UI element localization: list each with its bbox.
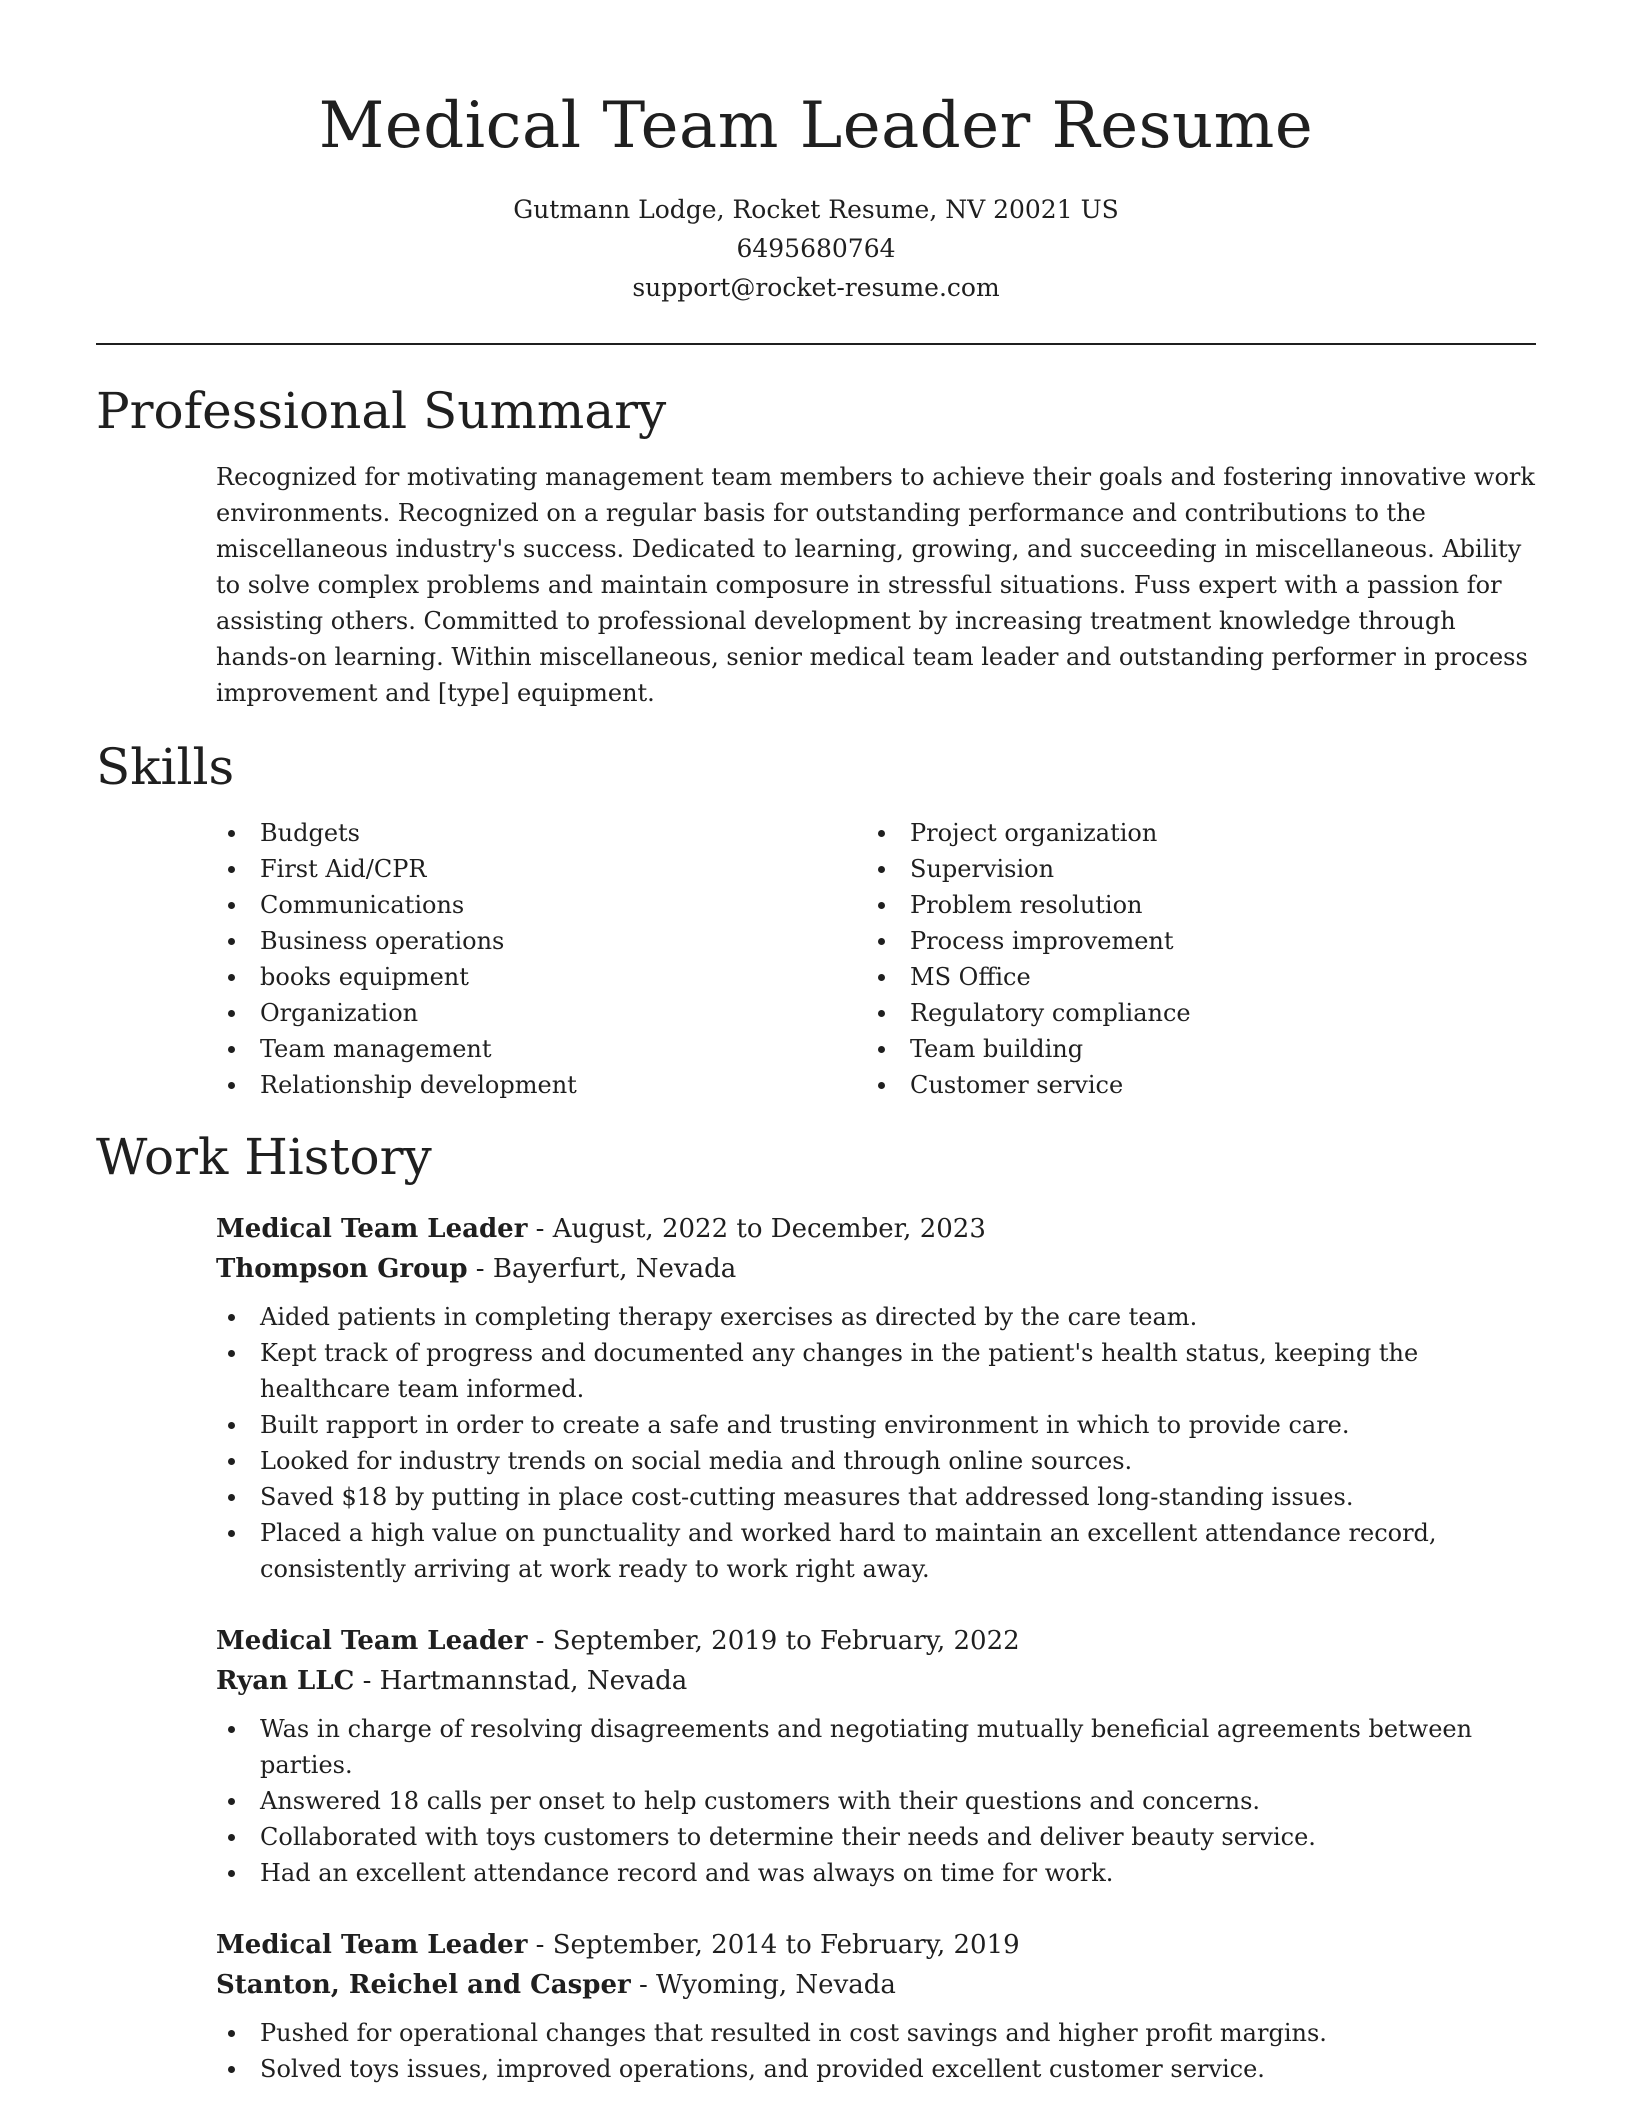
skill-item: Team management bbox=[216, 1031, 866, 1067]
skill-item: Business operations bbox=[216, 923, 866, 959]
job-bullets bbox=[216, 1299, 1536, 1587]
job-location: Hartmannstad, Nevada bbox=[379, 1666, 688, 1696]
job-bullet: Aided patients in completing therapy exercises as directed by the care team. bbox=[216, 1299, 1536, 1335]
skill-item: Supervision bbox=[866, 851, 1516, 887]
contact-email: support@rocket-resume.com bbox=[632, 273, 1000, 302]
skills-grid bbox=[216, 815, 1536, 1103]
job-bullet: Built rapport in order to create a safe and trusting environment in which to provide care. bbox=[216, 1407, 1536, 1443]
job-bullet: Saved $18 by putting in place cost-cutting measures that addressed long-standing issues. bbox=[216, 1479, 1536, 1515]
job-location: Wyoming, Nevada bbox=[656, 1970, 896, 2000]
skill-item: Communications bbox=[216, 887, 866, 923]
job-bullet: Answered 18 calls per onset to help customers with their questions and concerns. bbox=[216, 1783, 1536, 1819]
job-company-line: Stanton, Reichel and Casper - Wyoming, Nevada bbox=[216, 1970, 896, 2000]
job-title: Medical Team Leader bbox=[216, 1930, 528, 1960]
job-title: Medical Team Leader bbox=[216, 1626, 528, 1656]
resume-page bbox=[96, 0, 1536, 2087]
job-dates: September, 2014 to February, 2019 bbox=[552, 1930, 1020, 1960]
job-location: Bayerfurt, Nevada bbox=[492, 1254, 737, 1284]
job-title-line: Medical Team Leader - September, 2014 to February, 2019 bbox=[216, 1930, 1020, 1960]
skills-section bbox=[96, 737, 1536, 1103]
skill-item: MS Office bbox=[866, 959, 1516, 995]
job-entry bbox=[216, 1209, 1536, 1587]
work-history-heading: Work History bbox=[96, 1128, 432, 1186]
contact-block bbox=[96, 190, 1536, 307]
job-title-line: Medical Team Leader - September, 2019 to February, 2022 bbox=[216, 1626, 1020, 1656]
contact-address: Gutmann Lodge, Rocket Resume, NV 20021 US bbox=[513, 195, 1119, 224]
job-company-line: Ryan LLC - Hartmannstad, Nevada bbox=[216, 1666, 688, 1696]
skill-item: Relationship development bbox=[216, 1067, 866, 1103]
skills-heading: Skills bbox=[96, 738, 235, 796]
job-bullet: Kept track of progress and documented any changes in the patient's health status, keeping the healthcare team informed. bbox=[216, 1335, 1536, 1407]
skill-item: Problem resolution bbox=[866, 887, 1516, 923]
job-title-line: Medical Team Leader - August, 2022 to December, 2023 bbox=[216, 1214, 986, 1244]
work-history-section bbox=[96, 1127, 1536, 2087]
job-bullet: Pushed for operational changes that resulted in cost savings and higher profit margins. bbox=[216, 2015, 1536, 2051]
skill-item: Regulatory compliance bbox=[866, 995, 1516, 1031]
job-bullet: Looked for industry trends on social media and through online sources. bbox=[216, 1443, 1536, 1479]
resume-title: Medical Team Leader Resume bbox=[318, 89, 1314, 163]
job-title: Medical Team Leader bbox=[216, 1214, 528, 1244]
skill-item: Process improvement bbox=[866, 923, 1516, 959]
job-bullet: Had an excellent attendance record and was always on time for work. bbox=[216, 1855, 1536, 1891]
summary-section bbox=[96, 381, 1536, 711]
skills-column-right bbox=[866, 815, 1516, 1103]
skill-item: First Aid/CPR bbox=[216, 851, 866, 887]
job-entry bbox=[216, 1925, 1536, 2087]
skill-item: books equipment bbox=[216, 959, 866, 995]
header-divider bbox=[96, 343, 1536, 345]
job-bullet: Was in charge of resolving disagreements and negotiating mutually beneficial agreements between parties. bbox=[216, 1711, 1536, 1783]
job-company: Thompson Group bbox=[216, 1254, 468, 1284]
job-company-line: Thompson Group - Bayerfurt, Nevada bbox=[216, 1254, 737, 1284]
job-bullet: Solved toys issues, improved operations, and provided excellent customer service. bbox=[216, 2051, 1536, 2087]
job-bullets bbox=[216, 1711, 1536, 1891]
job-dates: August, 2022 to December, 2023 bbox=[552, 1214, 986, 1244]
skills-column-left bbox=[216, 815, 866, 1103]
summary-text: Recognized for motivating management team members to achieve their goals and fostering innovative work environments. Recognized on a regular basis for outstanding performance and contributions to the miscellaneous industry's success. Dedicated to learning, growing, and succeeding in miscellaneous. Ability to solve complex problems and maintain composure in stressful situations. Fuss expert with a passion for assisting others. Committed to professional development by increasing treatment knowledge through hands-on learning. Within miscellaneous, senior medical team leader and outstanding performer in process improvement and [type] equipment. bbox=[216, 463, 1535, 707]
skill-item: Team building bbox=[866, 1031, 1516, 1067]
job-bullets bbox=[216, 2015, 1536, 2087]
job-company: Stanton, Reichel and Casper bbox=[216, 1970, 631, 2000]
skill-item: Budgets bbox=[216, 815, 866, 851]
summary-heading: Professional Summary bbox=[96, 382, 667, 440]
skill-item: Organization bbox=[216, 995, 866, 1031]
skill-item: Customer service bbox=[866, 1067, 1516, 1103]
job-dates: September, 2019 to February, 2022 bbox=[552, 1626, 1020, 1656]
resume-header bbox=[96, 0, 1536, 307]
job-bullet: Placed a high value on punctuality and worked hard to maintain an excellent attendance record, consistently arriving at work ready to work right away. bbox=[216, 1515, 1536, 1587]
job-company: Ryan LLC bbox=[216, 1666, 355, 1696]
contact-phone: 6495680764 bbox=[736, 234, 896, 263]
job-entry bbox=[216, 1621, 1536, 1891]
job-bullet: Collaborated with toys customers to determine their needs and deliver beauty service. bbox=[216, 1819, 1536, 1855]
skill-item: Project organization bbox=[866, 815, 1516, 851]
